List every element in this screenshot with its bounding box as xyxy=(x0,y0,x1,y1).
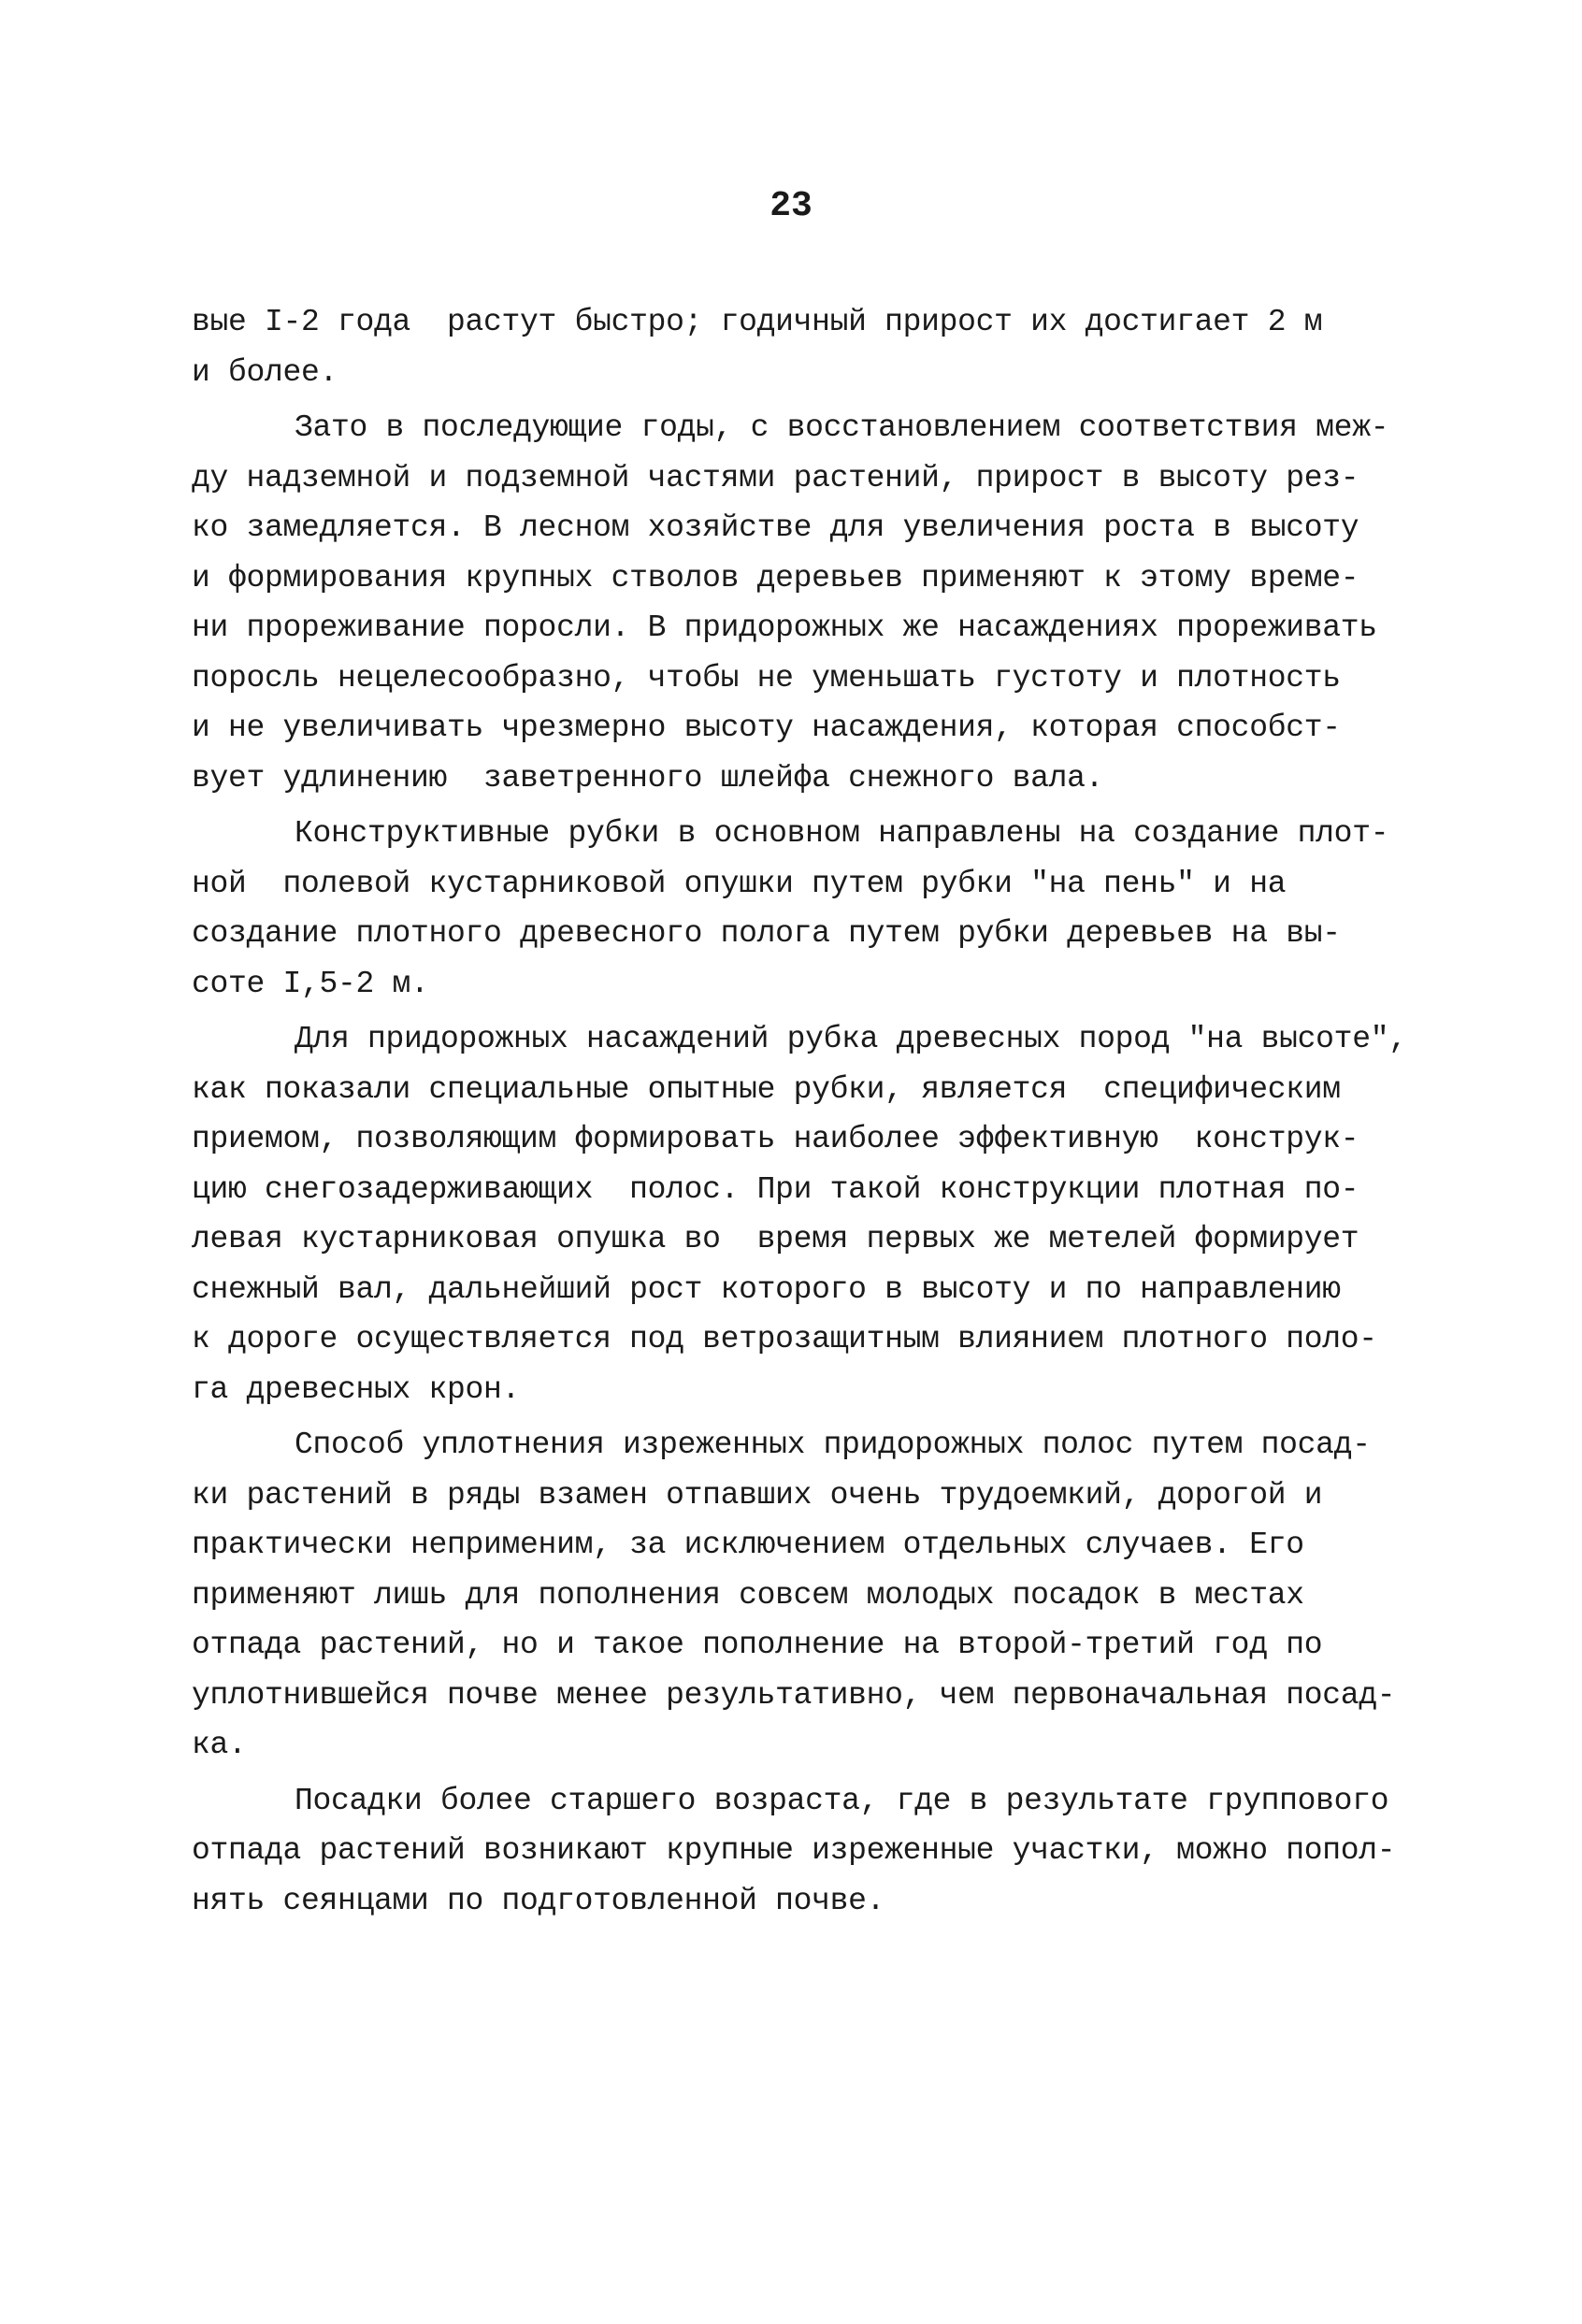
text-line: левая кустарниковая опушка во время первых же метелей формирует xyxy=(192,1222,1359,1256)
text-line: цию снегозадерживающих полос. При такой конструкции плотная по- xyxy=(192,1171,1359,1207)
text-line: вые I-2 года растут быстро; годичный прирост их достигает 2 м xyxy=(192,305,1323,339)
text-line: ка. xyxy=(192,1728,247,1762)
text-line: Для придорожных насаждений рубка древесных пород "на высоте", xyxy=(295,1022,1407,1056)
text-line: га древесных крон. xyxy=(192,1371,521,1407)
text-line: уплотнившейся почве менее результативно, чем первоначальная посад- xyxy=(192,1677,1396,1713)
text-line: как показали специальные опытные рубки, является специфическим xyxy=(192,1071,1341,1107)
text-line: поросль нецелесообразно, чтобы не уменьшать густоту и плотность xyxy=(192,660,1341,696)
page-number: 23 xyxy=(769,186,813,226)
text-line: ду надземной и подземной частями растений, прирост в высоту рез- xyxy=(192,460,1359,495)
text-line: приемом, позволяющим формировать наиболее эффективную конструк- xyxy=(192,1122,1359,1156)
text-line: применяют лишь для пополнения совсем молодых посадок в местах xyxy=(192,1577,1304,1613)
text-line: отпада растений, но и такое пополнение на второй-третий год по xyxy=(192,1628,1323,1662)
text-line: и формирования крупных стволов деревьев применяют к этому време- xyxy=(192,560,1359,595)
paragraph-2 xyxy=(192,403,1426,803)
body-text xyxy=(192,297,1426,1931)
paragraph-1 xyxy=(192,297,1426,397)
paragraph-3 xyxy=(192,809,1426,1009)
text-line: ко замедляется. В лесном хозяйстве для увеличения роста в высоту xyxy=(192,510,1359,545)
text-line: вует удлинению заветренного шлейфа снежного вала. xyxy=(192,760,1104,796)
text-line: нять сеянцами по подготовленной почве. xyxy=(192,1883,885,1918)
text-line: и не увеличивать чрезмерно высоту насаждения, которая способст- xyxy=(192,710,1341,745)
text-line: ной полевой кустарниковой опушки путем рубки "на пень" и на xyxy=(192,866,1287,901)
text-line: ки растений в ряды взамен отпавших очень трудоемкий, дорогой и xyxy=(192,1477,1323,1513)
text-line: отпада растений возникают крупные изреженные участки, можно попол- xyxy=(192,1833,1396,1868)
text-line: Зато в последующие годы, с восстановлением соответствия меж- xyxy=(295,410,1389,445)
text-line: ни прореживание поросли. В придорожных же насаждениях прореживать xyxy=(192,610,1377,645)
paragraph-6 xyxy=(192,1776,1426,1927)
text-line: Способ уплотнения изреженных придорожных полос путем посад- xyxy=(295,1427,1371,1462)
text-line: к дороге осуществляется под ветрозащитным влиянием плотного поло- xyxy=(192,1322,1377,1356)
text-line: практически неприменим, за исключением отдельных случаев. Его xyxy=(192,1528,1304,1562)
text-line: создание плотного древесного полога путем рубки деревьев на вы- xyxy=(192,916,1341,951)
text-line: Посадки более старшего возраста, где в результате группового xyxy=(295,1783,1389,1818)
text-line: снежный вал, дальнейший рост которого в высоту и по направлению xyxy=(192,1271,1341,1307)
paragraph-5 xyxy=(192,1420,1426,1771)
paragraph-4 xyxy=(192,1014,1426,1414)
text-line: и более. xyxy=(192,354,338,390)
text-line: Конструктивные рубки в основном направлены на создание плот- xyxy=(295,816,1389,851)
text-line: соте I,5-2 м. xyxy=(192,966,429,1001)
